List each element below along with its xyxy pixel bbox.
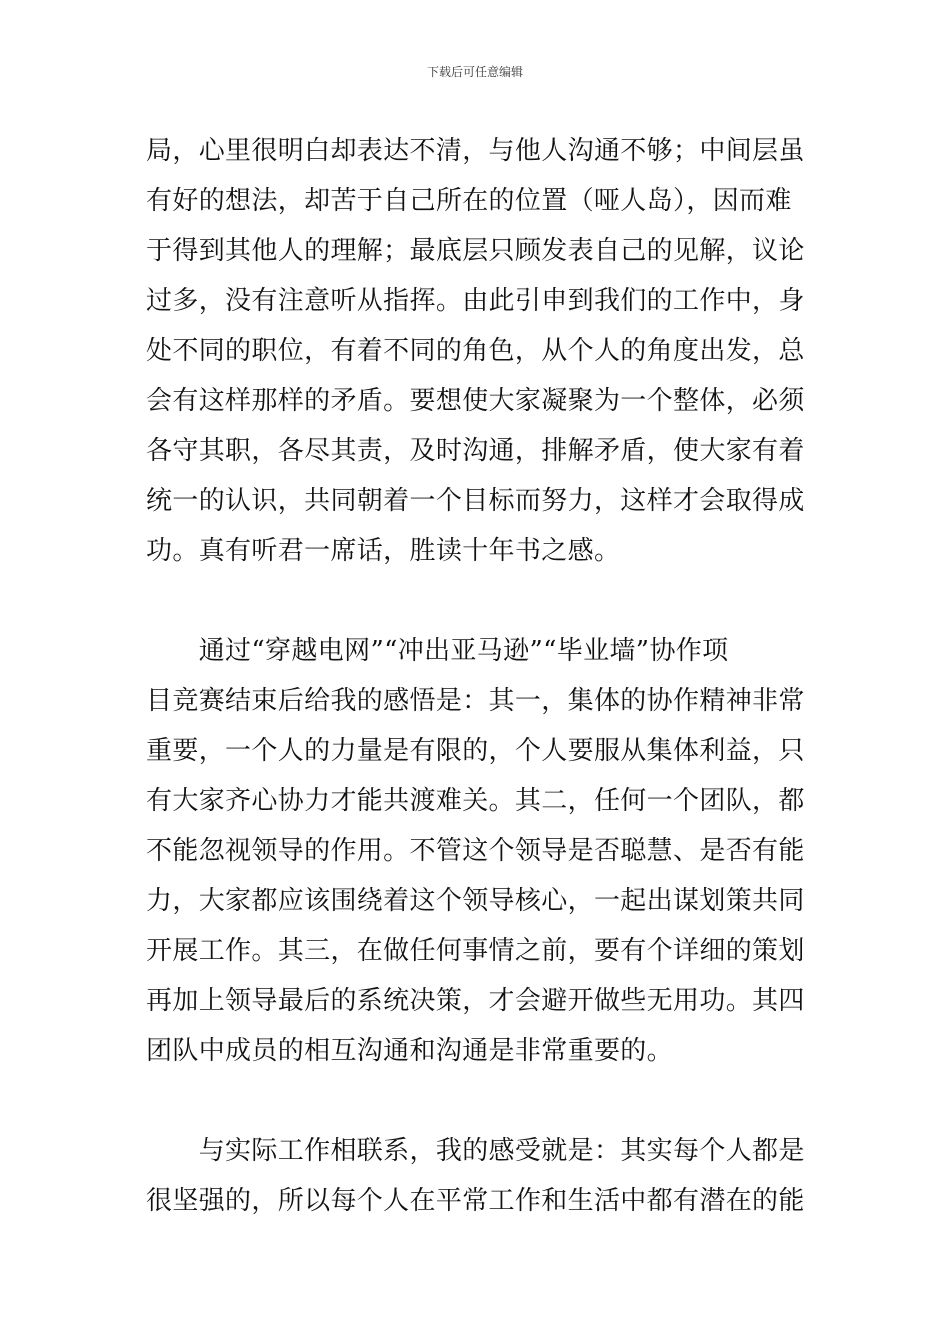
paragraph xyxy=(146,126,808,576)
paragraph-spacer xyxy=(146,1076,808,1126)
text-line: 力，大家都应该围绕着这个领导核心，一起出谋划策共同 xyxy=(146,886,805,916)
text-line: 很坚强的，所以每个人在平常工作和生活中都有潜在的能 xyxy=(146,1186,805,1216)
text-line: 开展工作。其三，在做任何事情之前，要有个详细的策划 xyxy=(146,936,805,966)
paragraph xyxy=(146,626,808,1076)
text-line: 与实际工作相联系，我的感受就是：其实每个人都是 xyxy=(146,1136,805,1166)
text-line: 不能忽视领导的作用。不管这个领导是否聪慧、是否有能 xyxy=(146,836,805,866)
paragraph-spacer xyxy=(146,576,808,626)
text-line: 于得到其他人的理解；最底层只顾发表自己的见解，议论 xyxy=(146,236,805,266)
paragraph xyxy=(146,1126,808,1226)
text-line: 会有这样那样的矛盾。要想使大家凝聚为一个整体，必须 xyxy=(146,386,805,416)
text-line: 有大家齐心协力才能共渡难关。其二，任何一个团队，都 xyxy=(146,786,805,816)
text-line: 功。真有听君一席话，胜读十年书之感。 xyxy=(146,536,621,566)
document-body xyxy=(146,126,808,1226)
text-line: 过多，没有注意听从指挥。由此引申到我们的工作中，身 xyxy=(146,286,805,316)
text-line: 局，心里很明白却表达不清，与他人沟通不够；中间层虽 xyxy=(146,136,805,166)
text-line: 再加上领导最后的系统决策，才会避开做些无用功。其四 xyxy=(146,986,805,1016)
text-line: 统一的认识，共同朝着一个目标而努力，这样才会取得成 xyxy=(146,486,805,516)
text-line: 各守其职，各尽其责，及时沟通，排解矛盾，使大家有着 xyxy=(146,436,805,466)
text-line: 目竞赛结束后给我的感悟是：其一，集体的协作精神非常 xyxy=(146,686,805,716)
page-header: 下载后可任意编辑 xyxy=(426,65,523,79)
text-line: 团队中成员的相互沟通和沟通是非常重要的。 xyxy=(146,1036,674,1066)
text-line: 重要，一个人的力量是有限的，个人要服从集体利益，只 xyxy=(146,736,805,766)
text-line: 通过“穿越电网”“冲出亚马逊”“毕业墙”协作项 xyxy=(146,636,729,666)
text-line: 有好的想法，却苦于自己所在的位置（哑人岛），因而难 xyxy=(146,186,792,216)
text-line: 处不同的职位，有着不同的角色，从个人的角度出发，总 xyxy=(146,336,805,366)
